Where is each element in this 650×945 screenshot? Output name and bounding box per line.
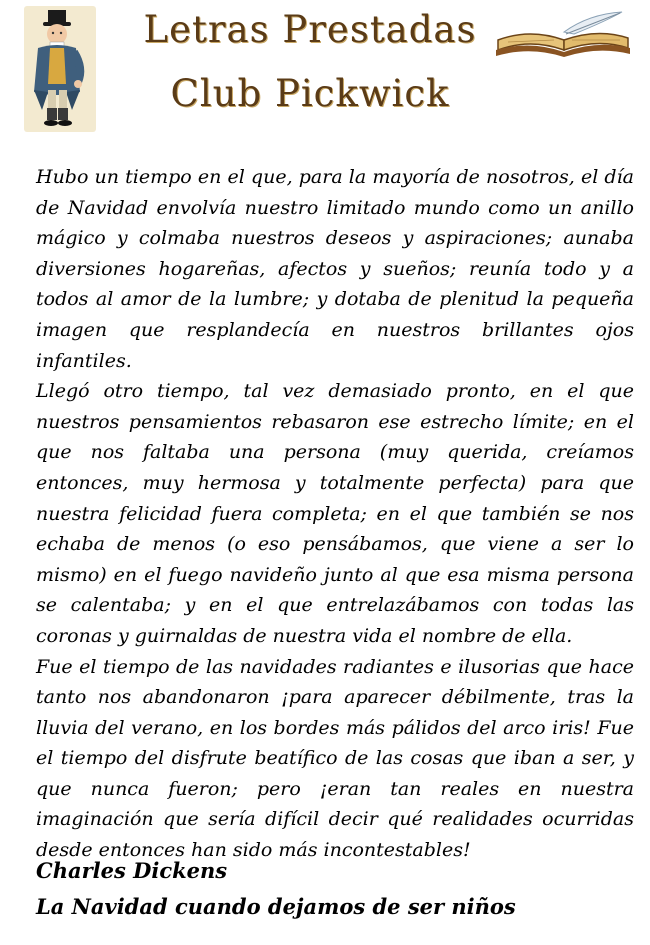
- quote-body: [36, 162, 634, 866]
- quote-paragraph-3: Fue el tiempo de las navidades radiantes e ilusorias que hace tanto nos abandonaron ¡para aparecer débilmente, tras la lluvia del verano, en los bordes más pálidos del arco iris! Fue el tiempo del disfrute beatífico de las cosas que iban a ser, y que nunca fueron; pero ¡eran tan reales en nuestra imaginación que sería difícil decir qué realidades ocurridas desde entonces han sido más incontestables!: [36, 655, 634, 862]
- header-title-club-pickwick: Club Pickwick: [170, 72, 450, 115]
- page-header: [0, 0, 650, 140]
- quote-paragraph-1: Hubo un tiempo en el que, para la mayoría de nosotros, el día de Navidad envolvía nuestro limitado mundo como un anillo mágico y colmaba nuestros deseos y aspiraciones; aunaba diversiones hogareñas, afectos y sueños; reunía todo y a todos al amor de la lumbre; y dotaba de plenitud la pequeña imagen que resplandecía en nuestros brillantes ojos infantiles.: [36, 166, 634, 372]
- quote-paragraph-2: Llegó otro tiempo, tal vez demasiado pronto, en el que nuestros pensamientos rebasaron ese estrecho límite; en el que nos faltaba una persona (muy querida, creíamos entonces, muy hermosa y totalmente perfecta) para que nuestra felicidad fuera completa; en el que también se nos echaba de menos (o eso pensábamos, que viene a ser lo mismo) en el fuego navideño junto al que esa misma persona se calentaba; y en el que entrelazábamos con todas las coronas y guirnaldas de nuestra vida el nombre de ella.: [36, 380, 634, 647]
- pickwick-illustration: [24, 6, 96, 132]
- book-quill-icon: [494, 10, 632, 58]
- signature-author: Charles Dickens: [36, 858, 228, 883]
- header-title-letras-prestadas: Letras Prestadas: [143, 8, 477, 51]
- signature-work-title: La Navidad cuando dejamos de ser niños: [36, 894, 516, 919]
